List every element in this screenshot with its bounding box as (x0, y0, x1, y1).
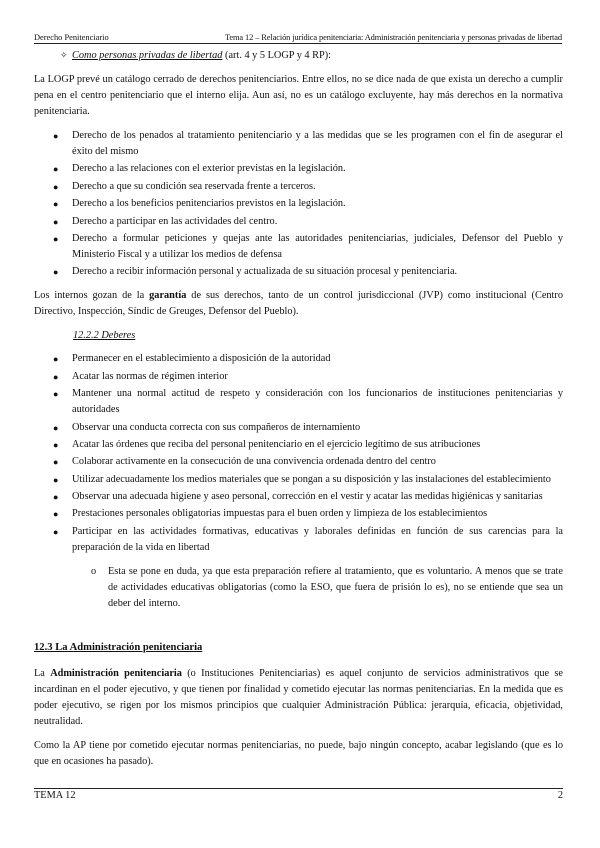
list-item-text: Permanecer en el establecimiento a disposición de la autoridad (72, 353, 331, 365)
admin-before: La (34, 667, 51, 679)
duties-list (34, 351, 563, 556)
list-item-text: Acatar las normas de régimen interior (72, 370, 228, 382)
bullet-icon: ● (53, 439, 59, 450)
list-item-text: Observar una adecuada higiene y aseo personal, corrección en el vestir y acatar las medidas higiénicas y sanitarias (72, 491, 543, 503)
list-item (34, 489, 563, 505)
list-item (34, 472, 563, 488)
list-item-text: Prestaciones personales obligatorias impuestas para el buen orden y limpieza de los establecimientos (72, 508, 488, 520)
bullet-icon: ● (53, 131, 59, 141)
duties-note-text: Esta se pone en duda, ya que esta preparación refiere al tratamiento, que es voluntario. A menos que se trate de actividades educativas obligatorias (como la ESO, que fuera de prisión lo es), no se entiende que sea un deber del interno. (108, 565, 563, 609)
header-course: Derecho Penitenciario (34, 33, 109, 42)
list-item-text: Derecho a los beneficios penitenciarios previstos en la legislación. (72, 198, 346, 210)
bullet-icon: ● (53, 164, 59, 175)
guarantee-bold: garantía (149, 290, 187, 302)
document-body (34, 47, 563, 778)
bullet-icon: ● (53, 474, 59, 485)
bullet-icon: ● (53, 233, 59, 244)
page-footer (34, 788, 563, 801)
bullet-icon: ● (53, 457, 59, 468)
list-item (34, 214, 563, 230)
header-topic: Tema 12 – Relación jurídica penitenciaria: Administración penitenciaria y personas privadas de libertad (224, 33, 562, 42)
bullet-icon: ● (53, 389, 59, 400)
list-item-text: Derecho a las relaciones con el exterior previstas en la legislación. (72, 163, 346, 175)
list-item (34, 179, 563, 195)
bullet-icon: ● (53, 199, 59, 210)
subheading-refs: (art. 4 y 5 LOGP y 4 RP): (222, 50, 332, 61)
guarantee-before: Los internos gozan de la (34, 290, 150, 302)
list-item-text: Utilizar adecuadamente los medios materiales que se pongan a su disposición y las instalaciones del establecimiento (72, 473, 551, 485)
list-item (34, 231, 563, 263)
diamond-bullet-icon: ✧ (60, 50, 68, 60)
list-item (34, 161, 563, 177)
duties-heading: 12.2.2 Deberes (73, 330, 136, 342)
list-item (34, 454, 563, 470)
circle-bullet-icon: o (91, 565, 97, 577)
duties-note (34, 564, 563, 612)
section-heading: 12.3 La Administración penitenciaria (34, 641, 203, 653)
list-item-text: Derecho a participar en las actividades del centro. (72, 215, 278, 227)
list-item (34, 524, 563, 556)
bullet-icon: ● (53, 509, 59, 520)
guarantee-after: de sus derechos, tanto de un control jurisdiccional (JVP) como institucional (Centro Directivo, Inspección, Síndic de Greuges, Defensor del Pueblo). (34, 290, 563, 318)
list-item (34, 437, 563, 453)
list-item-text: Observar una conducta correcta con sus compañeros de internamiento (72, 421, 361, 433)
list-item-text: Mantener una normal actitud de respeto y consideración con los funcionarios de instituciones penitenciarias y autoridades (72, 388, 563, 416)
list-item (34, 506, 563, 522)
page-header (34, 33, 562, 44)
guarantee-paragraph (34, 288, 563, 320)
list-item (34, 196, 563, 212)
bullet-icon: ● (53, 526, 59, 537)
subheading-persons (60, 47, 563, 64)
bullet-icon: ● (53, 422, 59, 433)
subheading-label: Como personas privadas de libertad (72, 50, 223, 61)
list-item (34, 351, 563, 367)
list-item (34, 264, 563, 280)
admin-bold: Administración penitenciaria (50, 667, 182, 679)
list-item (34, 128, 563, 160)
bullet-icon: ● (53, 371, 59, 382)
list-item-text: Colaborar activamente en la consecución de una convivencia ordenada dentro del centro (72, 456, 436, 468)
intro-paragraph: La LOGP prevé un catálogo cerrado de derechos penitenciarios. Entre ellos, no se dice nada de que exista un derecho a cumplir pena en el centro penitenciario que el interno elija. Aun así, no es un catálogo excluyente, hay más derechos en la normativa penitenciaria. (34, 74, 563, 117)
footer-topic: TEMA 12 (34, 790, 76, 801)
list-item-text: Derecho a que su condición sea reservada frente a terceros. (72, 180, 316, 192)
admin-after: (o Instituciones Penitenciarias) es aquel conjunto de servicios administrativos que se incardinan en el poder ejecutivo, y que tienen por finalidad y cometido ejecutar las normas penitenciarias. En la medida que es poder ejecutivo, se rigen por los mismos principios que cualquier Administración Pública: jerarquía, eficacia, objetividad, neutralidad. (34, 667, 563, 727)
page-number: 2 (557, 790, 563, 801)
admin-paragraph (34, 666, 563, 730)
bullet-icon: ● (53, 181, 59, 192)
list-item-text: Acatar las órdenes que reciba del personal penitenciario en el ejercicio legítimo de sus atribuciones (72, 438, 481, 450)
bullet-icon: ● (53, 267, 59, 278)
list-item (34, 420, 563, 436)
list-item (34, 369, 563, 385)
bullet-icon: ● (53, 492, 59, 503)
bullet-icon: ● (53, 354, 59, 365)
list-item-text: Derecho a recibir información personal y actualizada de su situación procesal y penitenciaria. (72, 266, 458, 278)
list-item-text: Derecho a formular peticiones y quejas ante las autoridades penitenciarias, judiciales, Defensor del Pueblo y Ministerio Fiscal y a utilizar los medios de defensa (72, 232, 563, 260)
rights-list (34, 128, 563, 280)
list-item-text: Derecho de los penados al tratamiento penitenciario y a las medidas que se les programen con el fin de asegurar el éxito del mismo (72, 130, 563, 157)
bullet-icon: ● (53, 216, 59, 227)
ap-paragraph: Como la AP tiene por cometido ejecutar normas penitenciarias, no puede, bajo ningún concepto, acabar legislando (que es lo que en ocasiones ha pasado). (34, 739, 563, 767)
list-item (34, 386, 563, 418)
list-item-text: Participar en las actividades formativas, educativas y laborales definidas en función de sus carencias para la preparación de la vida en libertad (72, 525, 563, 553)
